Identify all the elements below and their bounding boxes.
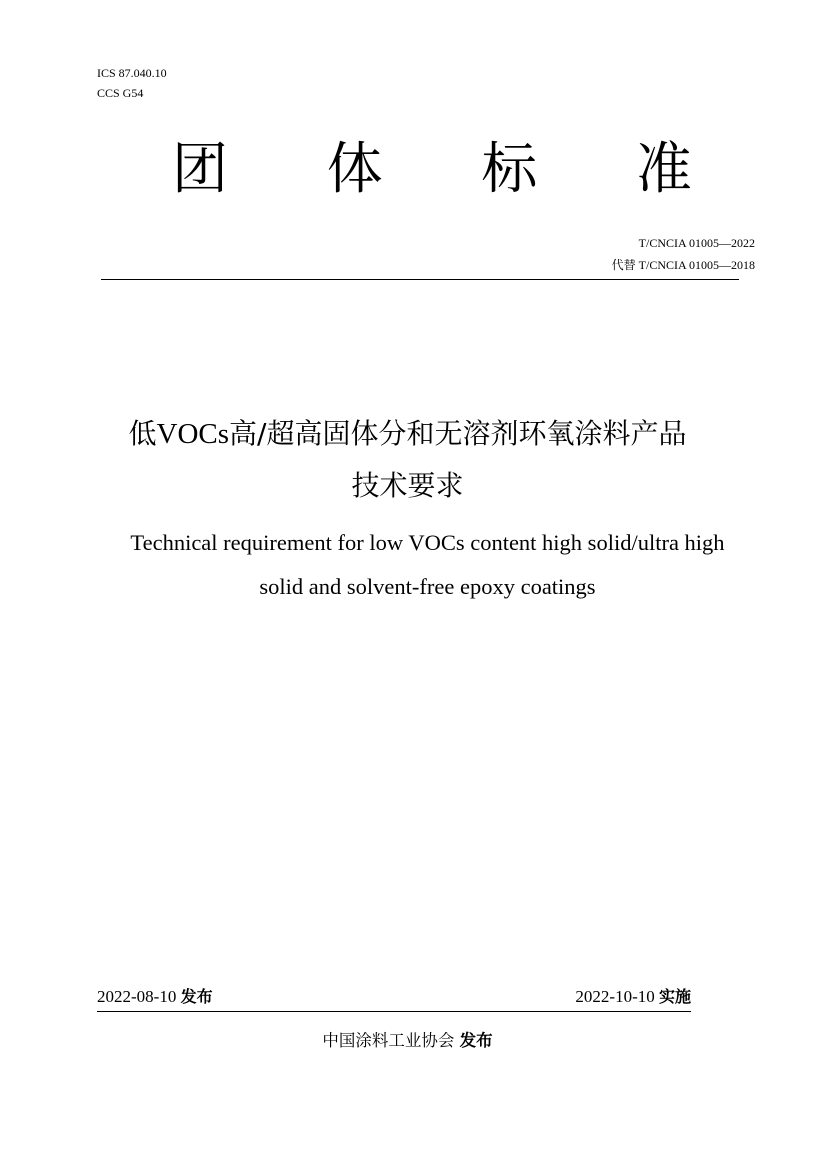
title-english: [60, 521, 795, 609]
publisher-line: [0, 1027, 815, 1055]
title-chinese: [80, 408, 735, 512]
standard-type-char-4: 准: [635, 137, 692, 202]
replaces-code: 代替 T/CNCIA 01005—2018: [611, 258, 755, 272]
standard-type-char-1: 团: [172, 137, 228, 202]
header-divider: [101, 279, 739, 280]
ccs-code: CCS G54: [97, 86, 144, 100]
title-cn-prefix: 低: [128, 417, 157, 450]
standard-code: T/CNCIA 01005—2022: [638, 236, 755, 250]
implement-label: 实施: [658, 987, 691, 1006]
standard-type-char-3: 标: [481, 137, 538, 202]
ics-code: ICS 87.040.10: [97, 66, 167, 80]
standard-number-block: [612, 232, 755, 276]
publish-date-group: [97, 983, 213, 1011]
title-english-line-2: solid and solvent-free epoxy coatings: [259, 574, 596, 599]
title-english-line-1: Technical requirement for low VOCs content high solid/ultra high: [130, 530, 725, 555]
classification-codes: [97, 63, 167, 103]
standard-type-char-2: 体: [326, 137, 383, 202]
title-cn-latin: VOCs: [156, 418, 230, 450]
implement-date-group: [575, 983, 691, 1011]
standard-type-heading: [172, 130, 692, 210]
date-row: [97, 983, 691, 1012]
publisher-name: 中国涂料工业协会: [322, 1031, 455, 1050]
publisher-action: 发布: [459, 1031, 493, 1050]
title-cn-suffix: 高/超高固体分和无溶剂环氧涂料产品: [229, 417, 687, 450]
publish-label: 发布: [180, 987, 213, 1006]
implement-date: 2022-10-10: [575, 987, 655, 1006]
title-chinese-line-2: 技术要求: [351, 469, 464, 502]
publish-date: 2022-08-10: [97, 987, 177, 1006]
title-chinese-line-1: [80, 408, 735, 460]
